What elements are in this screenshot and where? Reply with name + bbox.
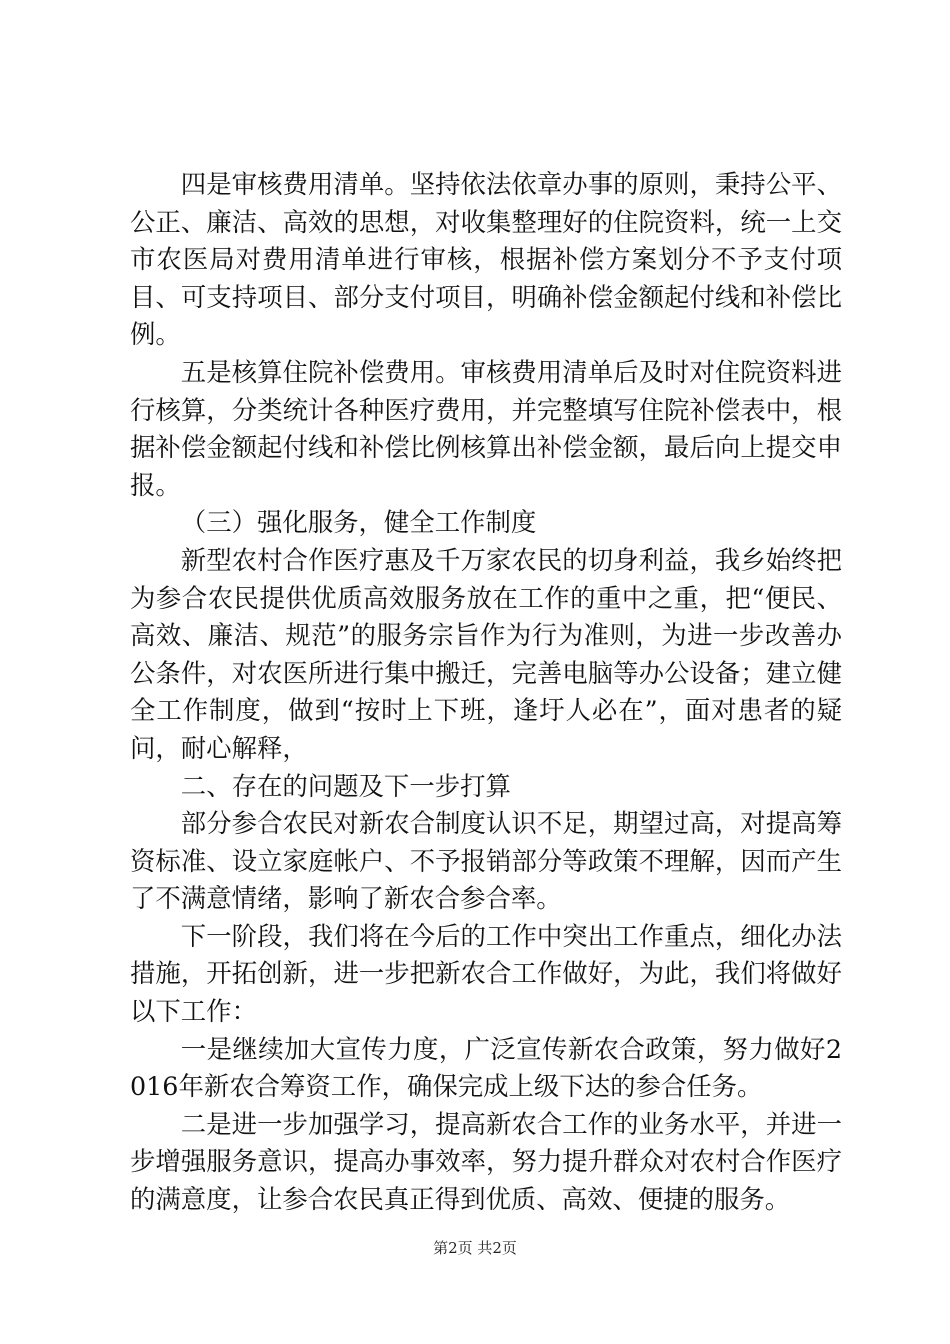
- paragraph-existing-problems: 部分参合农民对新农合制度认识不足，期望过高，对提高筹资标准、设立家庭帐户、不予报销部分等政策不理解，因而产生了不满意情绪，影响了新农合参合率。: [130, 808, 842, 914]
- page-number-footer: 第2页 共2页: [433, 1239, 517, 1257]
- paragraph-task-two: 二是进一步加强学习，提高新农合工作的业务水平，并进一步增强服务意识，提高办事效率，努力提升群众对农村合作医疗的满意度，让参合农民真正得到优质、高效、便捷的服务。: [130, 1108, 842, 1215]
- section-heading-strengthen-service: （三）强化服务，健全工作制度: [180, 507, 537, 538]
- paragraph-review-expense-list: 四是审核费用清单。坚持依法依章办事的原则，秉持公平、公正、廉洁、高效的思想，对收集整理好的住院资料，统一上交市农医局对费用清单进行审核，根据补偿方案划分不予支付项目、可支持项目、部分支付项目，明确补偿金额起付线和补偿比例。: [130, 169, 842, 350]
- paragraph-calculate-compensation: 五是核算住院补偿费用。审核费用清单后及时对住院资料进行核算，分类统计各种医疗费用，并完整填写住院补偿表中，根据补偿金额起付线和补偿比例核算出补偿金额，最后向上提交申报。: [130, 356, 842, 500]
- document-body: [130, 166, 842, 1219]
- paragraph-service-description: 新型农村合作医疗惠及千万家农民的切身利益，我乡始终把为参合农民提供优质高效服务放在工作的重中之重，把“便民、高效、廉洁、规范”的服务宗旨作为行为准则，为进一步改善办公条件，对农医所进行集中搬迁，完善电脑等办公设备；建立健全工作制度，做到“按时上下班，逢圩人必在”，面对患者的疑问，耐心解释，: [130, 544, 842, 763]
- section-heading-problems-next-steps: 二、存在的问题及下一步打算: [180, 770, 511, 801]
- paragraph-next-stage: 下一阶段，我们将在今后的工作中突出工作重点，细化办法措施，开拓创新，进一步把新农合工作做好，为此，我们将做好以下工作：: [130, 920, 842, 1027]
- paragraph-task-one: 一是继续加大宣传力度，广泛宣传新农合政策，努力做好2016年新农合筹资工作，确保完成上级下达的参合任务。: [130, 1033, 842, 1102]
